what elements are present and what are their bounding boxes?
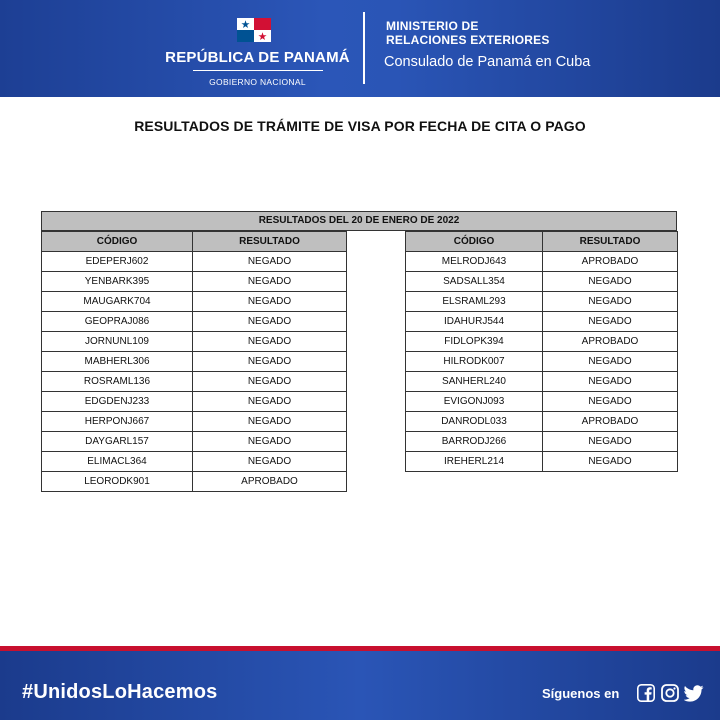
table-row [42, 292, 347, 312]
result-cell: NEGADO [193, 412, 347, 432]
table-row [406, 432, 678, 452]
follow-us-label: Síguenos en [542, 686, 620, 701]
code-cell: BARRODJ266 [406, 432, 543, 452]
code-cell: EDEPERJ602 [42, 252, 193, 272]
column-header-result: RESULTADO [543, 232, 678, 252]
code-cell: IREHERL214 [406, 452, 543, 472]
results-caption: RESULTADOS DEL 20 DE ENERO DE 2022 [41, 211, 677, 231]
page-title: RESULTADOS DE TRÁMITE DE VISA POR FECHA DE CITA O PAGO [134, 118, 586, 134]
table-row [406, 452, 678, 472]
code-cell: HERPONJ667 [42, 412, 193, 432]
header-banner [0, 0, 720, 97]
result-cell: APROBADO [543, 412, 678, 432]
twitter-icon[interactable] [684, 684, 704, 702]
table-row [406, 412, 678, 432]
table-row [42, 432, 347, 452]
code-cell: HILRODK007 [406, 352, 543, 372]
facebook-icon[interactable] [637, 684, 655, 702]
code-cell: DAYGARL157 [42, 432, 193, 452]
code-cell: IDAHURJ544 [406, 312, 543, 332]
result-cell: NEGADO [193, 252, 347, 272]
code-cell: JORNUNL109 [42, 332, 193, 352]
code-cell: FIDLOPK394 [406, 332, 543, 352]
column-header-code: CÓDIGO [406, 232, 543, 252]
result-cell: NEGADO [193, 352, 347, 372]
republic-name: REPÚBLICA DE PANAMÁ [165, 49, 350, 66]
table-row [42, 332, 347, 352]
table-row [406, 292, 678, 312]
result-cell: APROBADO [543, 252, 678, 272]
code-cell: GEOPRAJ086 [42, 312, 193, 332]
result-cell: NEGADO [543, 312, 678, 332]
result-cell: APROBADO [543, 332, 678, 352]
table-row [406, 392, 678, 412]
result-cell: NEGADO [543, 292, 678, 312]
code-cell: ELSRAML293 [406, 292, 543, 312]
code-cell: LEORODK901 [42, 472, 193, 492]
header-divider [363, 12, 365, 84]
consulate-name: Consulado de Panamá en Cuba [384, 54, 591, 70]
column-header-result: RESULTADO [193, 232, 347, 252]
column-header-code: CÓDIGO [42, 232, 193, 252]
hashtag: #UnidosLoHacemos [22, 681, 218, 703]
result-cell: NEGADO [543, 372, 678, 392]
table-row [406, 332, 678, 352]
ministry-line-2: RELACIONES EXTERIORES [386, 33, 550, 47]
code-cell: EDGDENJ233 [42, 392, 193, 412]
results-table-left-body [42, 252, 347, 492]
table-row [42, 352, 347, 372]
table-row [42, 392, 347, 412]
result-cell: NEGADO [193, 272, 347, 292]
ministry-name [386, 19, 550, 47]
table-header-row [42, 232, 347, 252]
code-cell: DANRODL033 [406, 412, 543, 432]
table-row [406, 352, 678, 372]
table-row [406, 312, 678, 332]
government-logo [165, 14, 350, 90]
result-cell: NEGADO [193, 312, 347, 332]
table-row [42, 312, 347, 332]
table-row [42, 472, 347, 492]
code-cell: MABHERL306 [42, 352, 193, 372]
result-cell: NEGADO [193, 372, 347, 392]
ministry-line-1: MINISTERIO DE [386, 19, 479, 33]
result-cell: NEGADO [543, 392, 678, 412]
result-cell: NEGADO [193, 432, 347, 452]
result-cell: NEGADO [193, 292, 347, 312]
code-cell: EVIGONJ093 [406, 392, 543, 412]
code-cell: ELIMACL364 [42, 452, 193, 472]
table-row [42, 452, 347, 472]
code-cell: YENBARK395 [42, 272, 193, 292]
result-cell: APROBADO [193, 472, 347, 492]
table-row [42, 412, 347, 432]
result-cell: NEGADO [193, 392, 347, 412]
government-name: GOBIERNO NACIONAL [209, 77, 306, 87]
table-row [406, 272, 678, 292]
result-cell: NEGADO [543, 432, 678, 452]
table-row [406, 252, 678, 272]
results-table-right-body [406, 252, 678, 472]
logo-divider [193, 70, 323, 71]
code-cell: MELRODJ643 [406, 252, 543, 272]
table-row [42, 272, 347, 292]
instagram-icon[interactable] [661, 684, 679, 702]
table-row [406, 372, 678, 392]
table-row [42, 372, 347, 392]
result-cell: NEGADO [543, 352, 678, 372]
result-cell: NEGADO [543, 272, 678, 292]
result-cell: NEGADO [543, 452, 678, 472]
result-cell: NEGADO [193, 452, 347, 472]
panama-flag-icon [237, 18, 271, 42]
code-cell: ROSRAML136 [42, 372, 193, 392]
code-cell: MAUGARK704 [42, 292, 193, 312]
code-cell: SANHERL240 [406, 372, 543, 392]
table-row [42, 252, 347, 272]
results-table-right [405, 231, 678, 472]
results-table-left [41, 231, 347, 492]
result-cell: NEGADO [193, 332, 347, 352]
table-header-row [406, 232, 678, 252]
code-cell: SADSALL354 [406, 272, 543, 292]
